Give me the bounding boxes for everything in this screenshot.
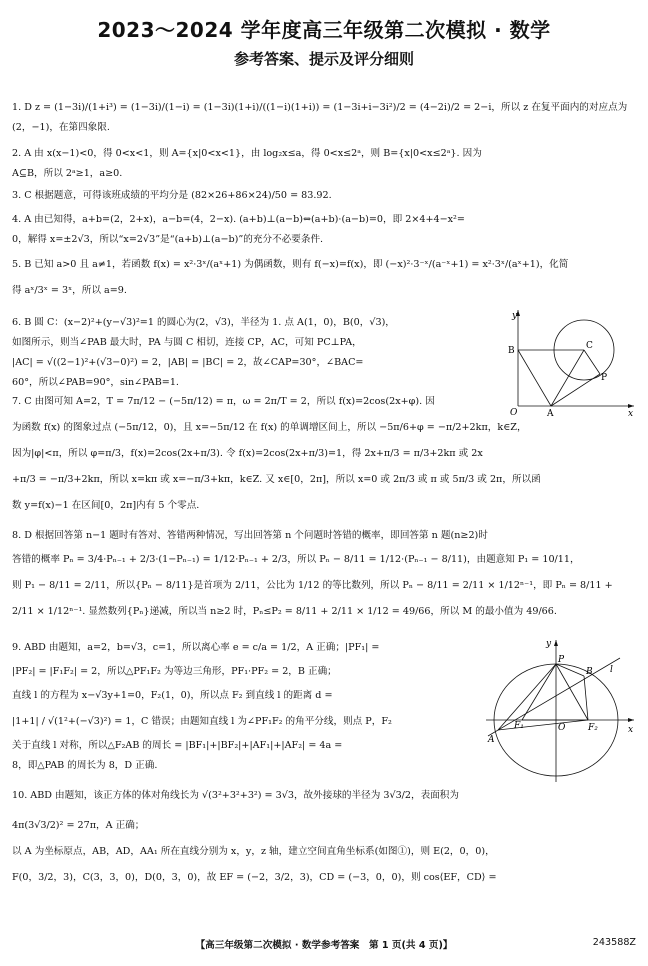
solution-line: 8. D 根据回答第 n−1 题时有答对、答错两种情况，写出回答第 n 个问题时答错的概率，即回答第 n 题(n≥2)时 bbox=[12, 530, 488, 541]
point-label-C: C bbox=[586, 341, 593, 351]
solution-line: |1+1| / √(1²+(−√3)²) = 1，C 错误；由题知直线 l 为∠PF₁F₂ 的角平分线，则点 P，F₂ bbox=[12, 716, 392, 727]
figure-9-ellipse-diagram bbox=[484, 636, 638, 786]
solution-line: 数 y=f(x)−1 在区间[0，2π]内有 5 个零点. bbox=[12, 500, 200, 511]
axis-label-x: x bbox=[628, 725, 634, 735]
origin-label: O bbox=[510, 408, 518, 418]
solution-line: 为函数 f(x) 的图象过点 (−5π/12，0)，且 x=−5π/12 在 f(x) 的单调增区间上，所以 −5π/6+φ = −π/2+2kπ，k∈Z， bbox=[12, 422, 527, 433]
footer-text: 【高三年级第二次模拟 · 数学参考答案 第 1 页(共 4 页)】 bbox=[195, 940, 453, 951]
solution-line: 7. C 由图可知 A=2，T = 7π/12 − (−5π/12) = π，ω = 2π/T = 2，所以 f(x)=2cos(2x+φ). 因 bbox=[12, 396, 435, 407]
solution-7 bbox=[12, 392, 636, 516]
solution-line: |AC| = √((2−1)²+(√3−0)²) = 2，|AB| = |BC| = 2，故∠CAP=30°，∠BAC= bbox=[12, 357, 364, 368]
solution-line: 2/11 × 1/12ⁿ⁻¹. 显然数列{Pₙ}递减，所以当 n≥2 时，Pₙ≤P₂ = 8/11 + 2/11 × 1/12 = 49/66，所以 M 的最小值为 49/66. bbox=[12, 606, 557, 617]
solution-4 bbox=[12, 210, 636, 250]
solution-line: (2，−1)，在第四象限. bbox=[12, 122, 110, 133]
solution-line: 直线 l 的方程为 x−√3y+1=0，F₂(1，0)，所以点 F₂ 到直线 l 的距离 d = bbox=[12, 690, 333, 701]
solution-10 bbox=[12, 786, 636, 888]
solution-line: 0，解得 x=±2√3，所以“x=2√3”是“(a+b)⊥(a−b)”的充分不必要条件. bbox=[12, 234, 324, 245]
point-label-B: B bbox=[508, 346, 515, 356]
solution-line: 答错的概率 Pₙ = 3/4·Pₙ₋₁ + 2/3·(1−Pₙ₋₁) = 1/12·Pₙ₋₁ + 2/3，所以 Pₙ − 8/11 = 1/12·(Pₙ₋₁ − 8/11)，由题意知 P₁ = 10/11， bbox=[12, 554, 580, 565]
origin-label: O bbox=[558, 723, 566, 733]
solution-line: 关于直线 l 对称，所以△F₂AB 的周长 = |BF₁|+|BF₂|+|AF₁|+|AF₂| = 4a = bbox=[12, 740, 343, 751]
solution-line: 60°，所以∠PAB=90°，sin∠PAB=1. bbox=[12, 377, 179, 388]
point-label-A: A bbox=[547, 409, 554, 418]
solution-1 bbox=[12, 98, 636, 138]
axis-label-y: y bbox=[512, 311, 518, 321]
solution-line: +π/3 = −π/3+2kπ，所以 x=kπ 或 x=−π/3+kπ，k∈Z. 又 x∈[0，2π]，所以 x=0 或 2π/3 或 π 或 5π/3 或 2π，所以函 bbox=[12, 474, 541, 485]
point-label-F1: F₁ bbox=[514, 721, 524, 731]
solution-line: 4. A 由已知得，a+b=(2，2+x)，a−b=(4，2−x). (a+b)⊥(a−b)⇔(a+b)·(a−b)=0，即 2×4+4−x²= bbox=[12, 214, 465, 225]
solution-line: F(0，3/2，3)，C(3，3，0)，D(0，3，0)，故 EF = (−2，3/2，3)，CD = (−3，0，0)，则 cos⟨EF，CD⟩ = bbox=[12, 872, 497, 883]
solution-line: 如图所示，则当∠PAB 最大时，PA 与圆 C 相切，连接 CP，AC，可知 PC⊥PA， bbox=[12, 337, 362, 348]
point-label-B: B bbox=[586, 667, 593, 677]
page-subtitle: 参考答案、提示及评分细则 bbox=[233, 50, 414, 68]
solution-line: 则 P₁ − 8/11 = 2/11，所以{Pₙ − 8/11}是首项为 2/11，公比为 1/12 的等比数列，所以 Pₙ − 8/11 = 2/11 × 1/12ⁿ⁻¹，即 Pₙ = 8/11 + bbox=[12, 580, 613, 591]
solution-line: 6. B 圆 C：(x−2)²+(y−√3)²=1 的圆心为(2，√3)，半径为 1. 点 A(1，0)，B(0，√3)， bbox=[12, 317, 395, 328]
axis-label-y: y bbox=[546, 639, 552, 649]
solution-line: 2. A 由 x(x−1)<0，得 0<x<1，则 A={x|0<x<1}，由 log₂x≤a，得 0<x≤2ᵃ，则 B={x|0<x≤2ᵃ}. 因为 bbox=[12, 148, 482, 159]
solution-3 bbox=[12, 186, 636, 206]
footer-code: 243588Z bbox=[592, 937, 636, 948]
point-label-P: P bbox=[601, 373, 608, 383]
solution-line: 1. D z = (1−3i)/(1+i³) = (1−3i)/(1−i) = (1−3i)(1+i)/((1−i)(1+i)) = (1−3i+i−3i²)/2 = (4−2i)/2 = 2−i，所以 z 在复平面内的对应点为 bbox=[12, 102, 628, 113]
solution-line: 5. B 已知 a>0 且 a≠1，若函数 f(x) = x²·3ˣ/(aˣ+1) 为偶函数，则有 f(−x)=f(x)，即 (−x)²·3⁻ˣ/(a⁻ˣ+1) = x²·3ˣ/(aˣ+1)，化简 bbox=[12, 259, 569, 270]
solution-line: 3. C 根据题意，可得该班成绩的平均分是 (82×26+86×24)/50 = 83.92. bbox=[12, 190, 332, 201]
solution-line: 以 A 为坐标原点，AB，AD，AA₁ 所在直线分别为 x，y，z 轴，建立空间直角坐标系(如图①)，则 E(2，0，0)， bbox=[12, 846, 495, 857]
solution-5 bbox=[12, 255, 636, 301]
solution-line: 因为|φ|<π，所以 φ=π/3，f(x)=2cos(2x+π/3). 令 f(x)=2cos(2x+π/3)=1，得 2x+π/3 = π/3+2kπ 或 2x bbox=[12, 448, 483, 459]
point-label-F2: F₂ bbox=[588, 723, 598, 733]
axis-label-x: x bbox=[628, 409, 634, 418]
line-label-l: l bbox=[610, 665, 613, 675]
point-label-P: P bbox=[558, 655, 565, 665]
solution-line: 4π(3√3/2)² = 27π，A 正确； bbox=[12, 820, 145, 831]
solution-line: |PF₂| = |F₁F₂| = 2，所以△PF₁F₂ 为等边三角形，PF₁·PF₂ = 2，B 正确； bbox=[12, 666, 337, 677]
solution-8 bbox=[12, 526, 636, 622]
solution-line: 8，即△PAB 的周长为 8，D 正确. bbox=[12, 760, 158, 771]
page-title: 2023～2024 学年度高三年级第二次模拟 · 数学 bbox=[97, 18, 551, 42]
solution-line: 得 aˣ/3ˣ = 3ˣ，所以 a=9. bbox=[12, 285, 127, 296]
solution-line: 9. ABD 由题知，a=2，b=√3，c=1，所以离心率 e = c/a = 1/2，A 正确；|PF₁| = bbox=[12, 642, 380, 653]
point-label-A: A bbox=[488, 735, 495, 745]
solution-2 bbox=[12, 144, 636, 184]
solution-line: 10. ABD 由题知，该正方体的体对角线长为 √(3²+3²+3²) = 3√3，故外接球的半径为 3√3/2，表面积为 bbox=[12, 790, 459, 801]
solution-line: A⊆B，所以 2ᵃ≥1，a≥0. bbox=[12, 168, 123, 179]
